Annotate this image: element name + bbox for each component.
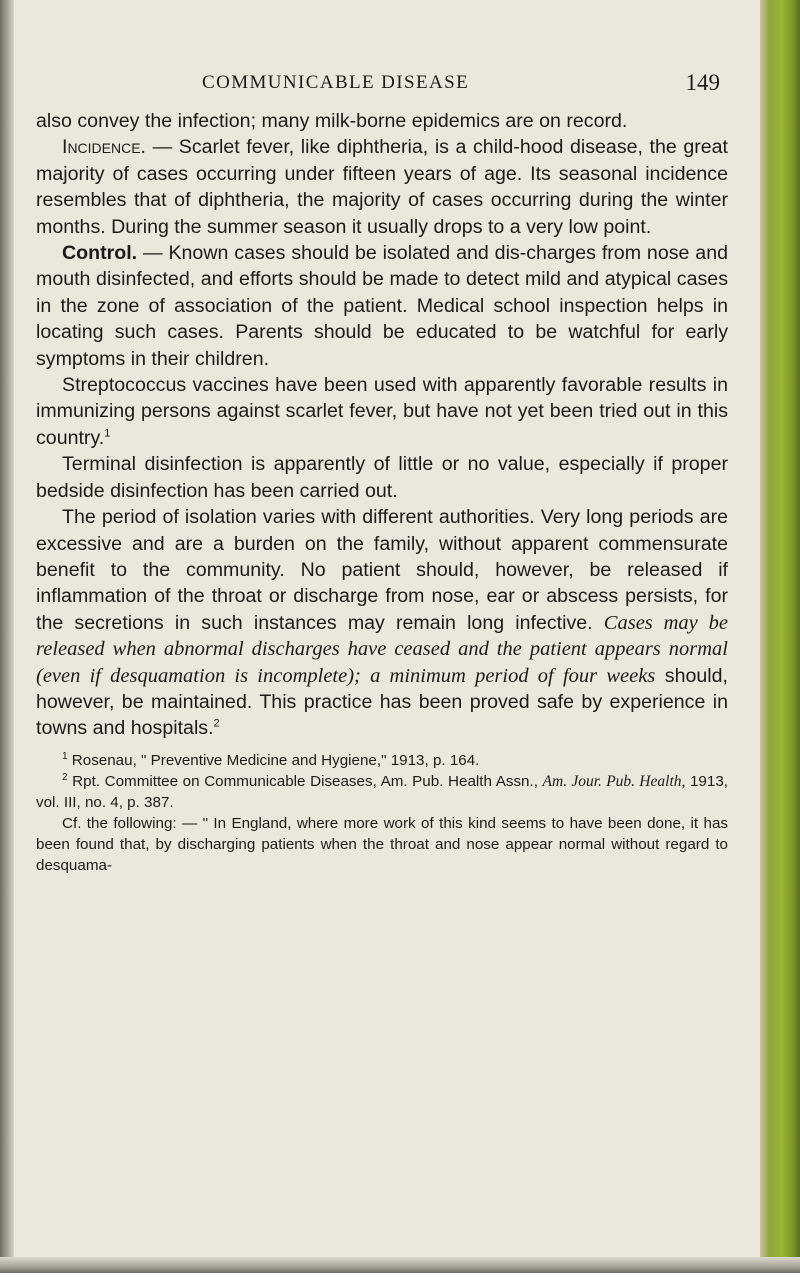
footnote-text: 1913, vol. III, no. 4, p. 387. — [36, 772, 728, 811]
footnote-text: Cf. the following: — " In England, where more work of this kind seems to have been done, it has been found that, by discharging patients when the throat and nose appear normal without regard to desquama- — [36, 814, 728, 874]
section-heading-control: Control. — [62, 242, 138, 265]
paragraph-control — [36, 240, 728, 372]
footnote-ref-1: 1 — [104, 427, 111, 440]
footnote-text: Rosenau, " Preventive Medicine and Hygiene," 1913, p. 164. — [67, 751, 480, 769]
italic-text: ); a minimum period of four weeks — [347, 664, 656, 687]
italic-text: Cases may be released when abnormal discharges have ceased and the patient appears normal ( — [36, 611, 728, 687]
italic-text: even if desquamation is incomplete — [42, 664, 348, 687]
paragraph-disinfection — [36, 451, 728, 504]
running-title: COMMUNICABLE DISEASE — [202, 72, 470, 93]
paragraph-text: — Scarlet fever, like diphtheria, is a child-hood disease, the great majority of cases occurring under fifteen years of age. Its seasonal incidence resembles that of diphtheria, the majority of cases occurring during the winter months. During the summer season it usually drops to a very low point. — [36, 136, 728, 238]
book-cover-edge — [760, 0, 800, 1273]
page-bottom-shadow — [0, 1257, 800, 1273]
page-header — [36, 72, 728, 108]
paragraph-incidence — [36, 134, 728, 240]
paragraph-isolation — [36, 504, 728, 742]
paragraph-continuation — [36, 108, 728, 134]
footnote-1 — [36, 750, 728, 771]
footnote-ref-2: 2 — [213, 717, 220, 730]
footnote-number: 1 — [62, 750, 68, 762]
paragraph-text: should, however, be maintained. This practice has been proved safe by experience in towns and hospitals. — [36, 664, 728, 740]
page-number: 149 — [685, 70, 720, 95]
paragraph-vaccines — [36, 372, 728, 451]
footnote-2 — [36, 771, 728, 813]
paragraph-text: also convey the infection; many milk-borne epidemics are on record. — [36, 110, 628, 132]
paragraph-text: Terminal disinfection is apparently of little or no value, especially if proper bedside disinfection has been carried out. — [36, 453, 728, 502]
footnote-3 — [36, 813, 728, 876]
footnote-text: Rpt. Committee on Communicable Diseases, Am. Pub. Health Assn., — [67, 772, 543, 790]
paragraph-text: Streptococcus vaccines have been used with apparently favorable results in immunizing persons against scarlet fever, but have not yet been tried out in this country. — [36, 374, 728, 449]
book-gutter-shadow — [0, 0, 14, 1273]
footnote-number: 2 — [62, 771, 68, 783]
body-text — [36, 108, 728, 742]
paragraph-text: — Known cases should be isolated and dis-charges from nose and mouth disinfected, and efforts should be made to detect mild and atypical cases in the zone of association of the patient. Medical school inspection helps in locating such cases. Parents should be educated to be watchful for early symptoms in their children. — [36, 242, 728, 370]
paragraph-text: The period of isolation varies with different authorities. Very long periods are excessive and are a burden on the family, without apparent commensurate benefit to the community. No patient should, however, be released if inflammation of the throat or discharge from nose, ear or abscess persists, for the secretions in such instances may remain long infective. — [36, 506, 728, 634]
footnotes — [36, 750, 728, 876]
section-heading-incidence: Incidence. — [62, 136, 147, 159]
journal-title: Am. Jour. Pub. Health, — [542, 772, 686, 790]
book-page — [36, 72, 728, 876]
